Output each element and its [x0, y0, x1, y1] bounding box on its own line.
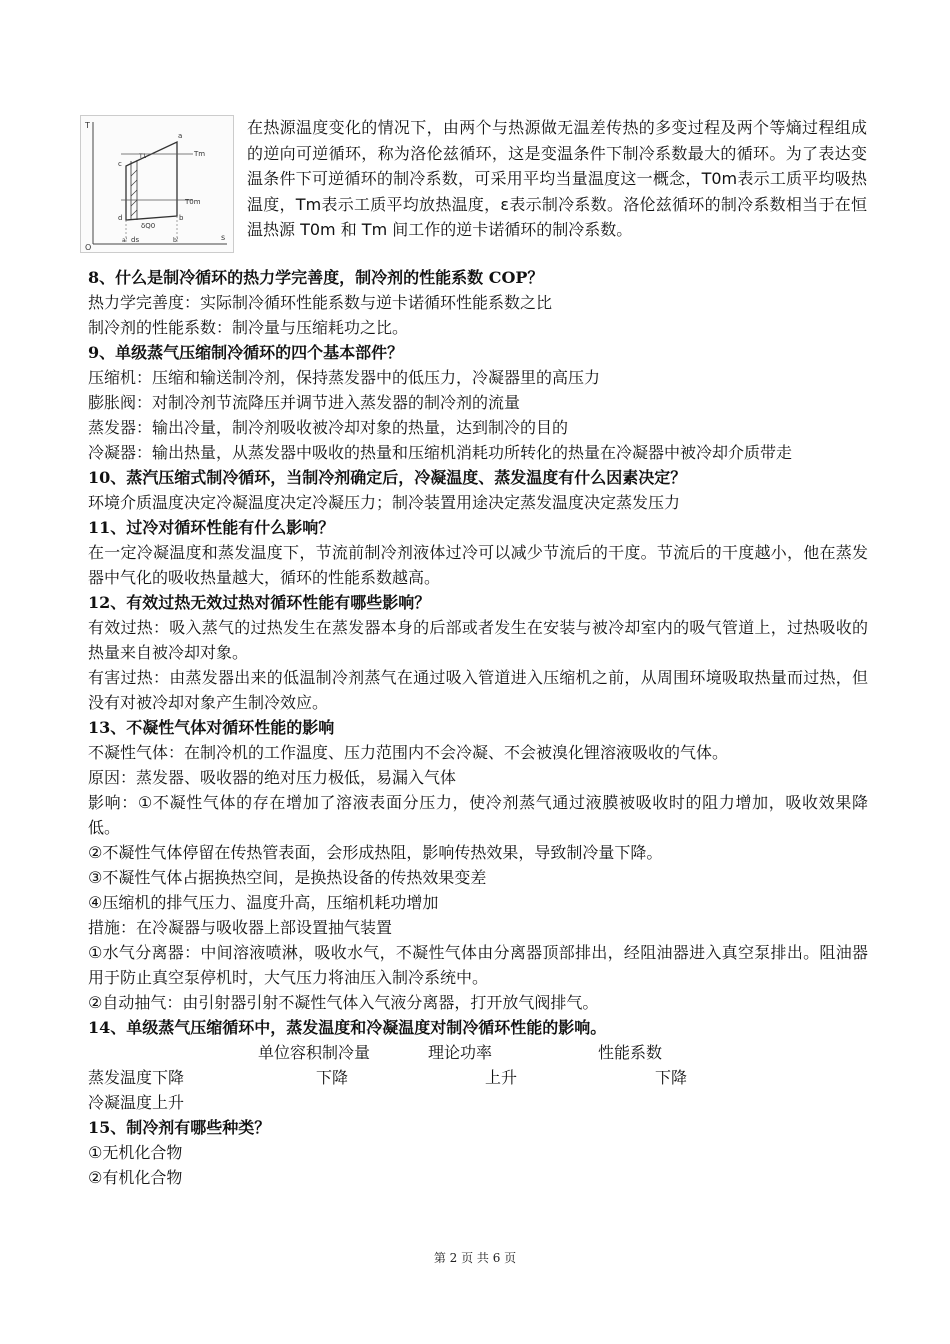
fig-label-d: d — [118, 214, 123, 222]
fig-label-a-prime: a' — [122, 237, 128, 244]
fig-label-o: O — [85, 243, 92, 252]
intro-section — [80, 115, 870, 265]
fig-label-tm: Tm — [194, 150, 206, 158]
question-heading: 15、制冷剂有哪些种类？ — [88, 1118, 271, 1137]
answer-line: 不凝性气体：在制冷机的工作温度、压力范围内不会冷凝、不会被溴化锂溶液吸收的气体。 — [88, 743, 729, 762]
fig-label-s: s — [221, 233, 226, 242]
document-body — [88, 265, 868, 1190]
answer-line: 蒸发器：输出冷量，制冷剂吸收被冷却对象的热量，达到制冷的目的 — [88, 418, 569, 437]
answer-line: ②有机化合物 — [88, 1168, 183, 1187]
page-footer: 第 2 页 共 6 页 — [433, 1251, 517, 1265]
question-heading: 13、不凝性气体对循环性能的影响 — [88, 718, 335, 737]
table-row-label-evap: 蒸发温度下降 — [88, 1068, 185, 1087]
ts-diagram — [81, 116, 233, 252]
answer-line: ②不凝性气体停留在传热管表面，会形成热阻，影响传热效果，导致制冷量下降。 — [88, 843, 663, 862]
table-cell-capacity: 下降 — [316, 1068, 349, 1087]
question-heading: 12、有效过热无效过热对循环性能有哪些影响？ — [88, 593, 431, 612]
fig-label-c: c — [118, 160, 122, 168]
answer-line: 环境介质温度决定冷凝温度决定冷凝压力；制冷装置用途决定蒸发温度决定蒸发压力 — [88, 493, 681, 512]
answer-line: ④压缩机的排气压力、温度升高，压缩机耗功增加 — [88, 893, 439, 912]
fig-label-t: T — [85, 121, 90, 130]
intro-paragraph: 在热源温度变化的情况下，由两个与热源做无温差传热的多变过程及两个等熵过程组成的逆向可逆循环，称为洛伦兹循环，这是变温条件下制冷系数最大的循环。为了表达变温条件下可逆循环的制冷系数，可采用平均当量温度这一概念，T0m表示工质平均吸热温度，Tm表示工质平均放热温度，ε表示制冷系数。洛伦兹循环的制冷系数相当于在恒温热源 T0m 和 Tm 间工作的逆卡诺循环的制冷系数。 — [247, 118, 867, 239]
table-header-capacity: 单位容积制冷量 — [258, 1043, 371, 1062]
fig-label-a: b — [179, 214, 184, 222]
answer-line: 原因：蒸发器、吸收器的绝对压力极低，易漏入气体 — [88, 768, 457, 787]
question-heading: 10、蒸汽压缩式制冷循环，当制冷剂确定后，冷凝温度、蒸发温度有什么因素决定？ — [88, 468, 687, 487]
table-header-cop: 性能系数 — [598, 1043, 663, 1062]
fig-label-t0m: T0m — [185, 198, 201, 206]
answer-line: 压缩机：压缩和输送制冷剂，保持蒸发器中的低压力，冷凝器里的高压力 — [88, 368, 601, 387]
answer-line: 热力学完善度：实际制冷循环性能系数与逆卡诺循环性能系数之比 — [88, 293, 553, 312]
answer-line: 措施：在冷凝器与吸收器上部设置抽气装置 — [88, 918, 393, 937]
answer-line: ①无机化合物 — [88, 1143, 183, 1162]
answer-line: 制冷剂的性能系数：制冷量与压缩耗功之比。 — [88, 318, 409, 337]
answer-line: ②自动抽气：由引射器引射不凝性气体入气液分离器，打开放气阀排气。 — [88, 993, 599, 1012]
fig-label-b-prime: b' — [173, 237, 179, 244]
lorenz-cycle-figure — [80, 115, 234, 253]
qa-tail — [88, 1115, 868, 1190]
table-cell-power: 上升 — [485, 1068, 518, 1087]
fig-label-b: a — [178, 132, 183, 140]
table-cell-cop: 下降 — [655, 1068, 688, 1087]
answer-line: 影响：①不凝性气体的存在增加了溶液表面分压力，使冷剂蒸气通过液膜被吸收时的阻力增加，吸收效果降低。 — [88, 793, 868, 837]
influence-table — [88, 1040, 868, 1115]
question-heading: 14、单级蒸气压缩循环中，蒸发温度和冷凝温度对制冷循环性能的影响。 — [88, 1018, 607, 1037]
answer-line: ③不凝性气体占据换热空间，是换热设备的传热效果变差 — [88, 868, 487, 887]
question-heading: 11、过冷对循环性能有什么影响？ — [88, 518, 335, 537]
answer-line: 有害过热：由蒸发器出来的低温制冷剂蒸气在通过吸入管道进入压缩机之前，从周围环境吸取热量而过热，但没有对被冷却对象产生制冷效应。 — [88, 668, 868, 712]
fig-label-ds: ds — [131, 236, 140, 244]
table-header-power: 理论功率 — [428, 1043, 493, 1062]
fig-label-dq0: δQ0 — [141, 222, 156, 230]
answer-line: 冷凝器：输出热量，从蒸发器中吸收的热量和压缩机消耗功所转化的热量在冷凝器中被冷却介质带走 — [88, 443, 793, 462]
qa-lines — [88, 265, 868, 1040]
answer-line: ①水气分离器：中间溶液喷淋，吸收水气，不凝性气体由分离器顶部排出，经阻油器进入真空泵排出。阻油器用于防止真空泵停机时，大气压力将油压入制冷系统中。 — [88, 943, 868, 987]
answer-line: 在一定冷凝温度和蒸发温度下，节流前制冷剂液体过冷可以减少节流后的干度。节流后的干度越小，他在蒸发器中气化的吸收热量越大，循环的性能系数越高。 — [88, 543, 868, 587]
table-row-label-cond: 冷凝温度上升 — [88, 1093, 185, 1112]
question-heading: 8、什么是制冷循环的热力学完善度，制冷剂的性能系数 COP？ — [88, 268, 544, 287]
question-heading: 9、单级蒸气压缩制冷循环的四个基本部件？ — [88, 343, 404, 362]
answer-line: 有效过热：吸入蒸气的过热发生在蒸发器本身的后部或者发生在安装与被冷却室内的吸气管道上，过热吸收的热量来自被冷却对象。 — [88, 618, 868, 662]
answer-line: 膨胀阀：对制冷剂节流降压并调节进入蒸发器的制冷剂的流量 — [88, 393, 521, 412]
fig-label-t1: T1 — [139, 153, 147, 160]
